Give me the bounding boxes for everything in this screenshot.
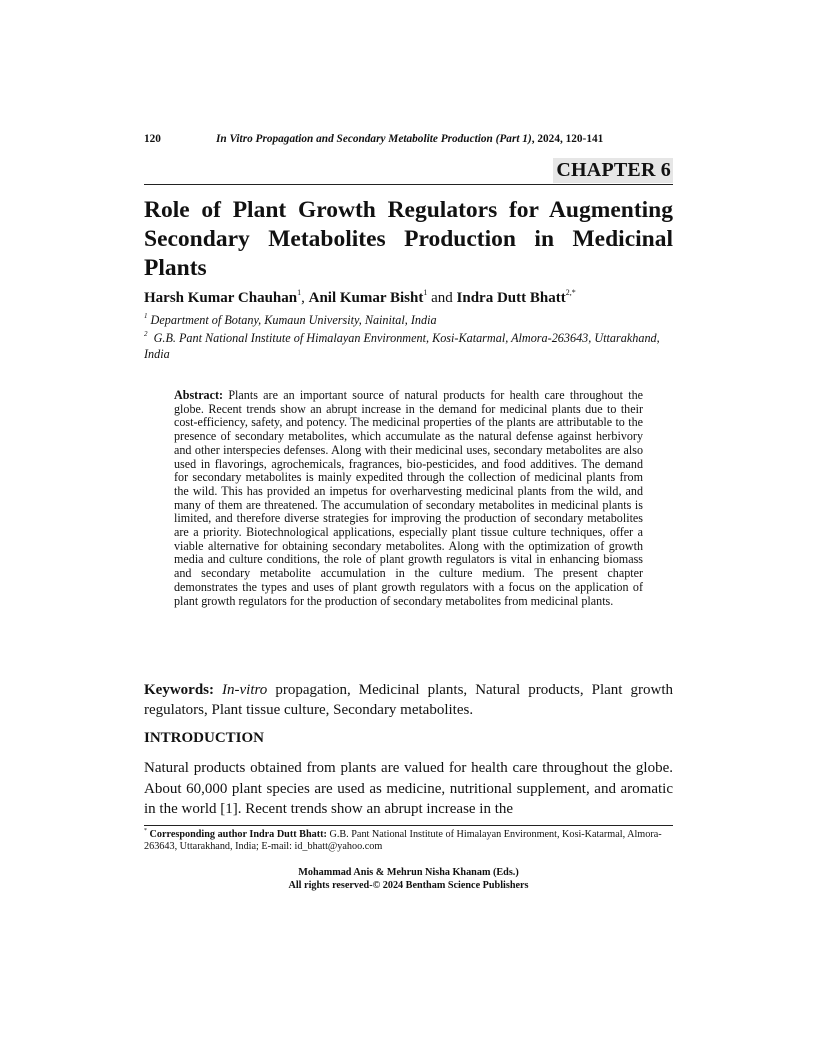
- keywords: [144, 680, 673, 720]
- author-name: Anil Kumar Bisht: [308, 290, 424, 306]
- chapter-title: Role of Plant Growth Regulators for Augmenting Secondary Metabolites Production in Medicinal Plants: [144, 197, 673, 281]
- book-title: In Vitro Propagation and Secondary Metabolite Production (Part 1): [216, 133, 532, 145]
- page-number: 120: [144, 133, 161, 145]
- chapter-bar: [144, 158, 673, 185]
- publisher-info: [144, 866, 673, 892]
- affiliation: [144, 312, 673, 328]
- affiliation-text: Department of Botany, Kumaun University, Nainital, India: [150, 313, 437, 327]
- abstract-label: Abstract:: [174, 388, 224, 402]
- footnote-text: G.B. Pant National Institute of Himalayan Environment, Kosi-Katarmal, Almora-263643, Uttarakhand, India; E-mail: id_bhatt@yahoo.com: [144, 829, 662, 853]
- running-header: [144, 131, 673, 147]
- abstract: [174, 389, 643, 608]
- footnote: [144, 829, 673, 854]
- section-heading: INTRODUCTION: [144, 730, 265, 746]
- footnote-label: Corresponding author Indra Dutt Bhatt:: [149, 829, 327, 840]
- author-affil-mark: 1: [423, 288, 428, 297]
- author-list: [144, 288, 673, 308]
- author-affil-mark: 2,*: [565, 288, 576, 297]
- editors-line: Mohammad Anis & Mehrun Nisha Khanam (Eds.): [298, 867, 519, 878]
- author-separator: ,: [301, 290, 309, 306]
- author-separator: and: [427, 290, 457, 306]
- affiliation: [144, 330, 673, 362]
- affiliation-mark: 1: [144, 312, 148, 320]
- author-name: Harsh Kumar Chauhan: [144, 290, 298, 306]
- affiliation-mark: 2: [144, 330, 148, 338]
- keywords-label: Keywords:: [144, 682, 214, 698]
- introduction-paragraph: Natural products obtained from plants are valued for health care throughout the globe. About 60,000 plant species are used as medicine, nutritional supplement, and aromatic in the world [1]. Recent trends show an abrupt increase in the: [144, 760, 673, 817]
- author-affil-mark: 1: [297, 288, 302, 297]
- affiliation-text: G.B. Pant National Institute of Himalayan Environment, Kosi-Katarmal, Almora-263643, Uttarakhand, India: [144, 331, 660, 361]
- footnote-mark: *: [144, 828, 147, 834]
- chapter-label: CHAPTER 6: [553, 158, 673, 183]
- abstract-text: Plants are an important source of natural products for health care throughout the globe. Recent trends show an abrupt increase in the demand for medicinal plants due to their cost-efficiency, safety, and potency. The medicinal properties of the plants are attributable to the presence of secondary metabolites, which accumulate as the natural defense against herbivory and other interspecies defenses. Along with their medicinal uses, secondary metabolites are also used in flavorings, agrochemicals, fragrances, bio-pesticides, and food additives. The demand for secondary metabolites is mainly expedited through the collection of medicinal plants from the wild. This has provided an impetus for overharvesting medicinal plants from the wild, and many of them are threatened. The accumulation of secondary metabolites in medicinal plants is limited, and therefore diverse strategies for improving the production of secondary metabolites are a priority. Biotechnological applications, especially plant tissue culture techniques, offer a viable alternative for obtaining secondary metabolites. Along with the optimization of growth media and culture conditions, the role of plant growth regulators is vital in enhancing biomass and secondary metabolite accumulation in the culture medium. The present chapter demonstrates the types and uses of plant growth regulators with a focus on the application of plant growth regulators for the production of secondary metabolites from medicinal plants.: [174, 388, 644, 608]
- keywords-text: propagation, Medicinal plants, Natural products, Plant growth regulators, Plant tissue culture, Secondary metabolites.: [144, 682, 673, 718]
- author-name: Indra Dutt Bhatt: [456, 290, 566, 306]
- footnote-divider: [144, 825, 673, 826]
- running-title: [216, 131, 603, 147]
- year-pages: , 2024, 120-141: [531, 133, 604, 145]
- rights-line: All rights reserved-© 2024 Bentham Science Publishers: [288, 880, 529, 891]
- keyword-italic: In-vitro: [222, 682, 268, 698]
